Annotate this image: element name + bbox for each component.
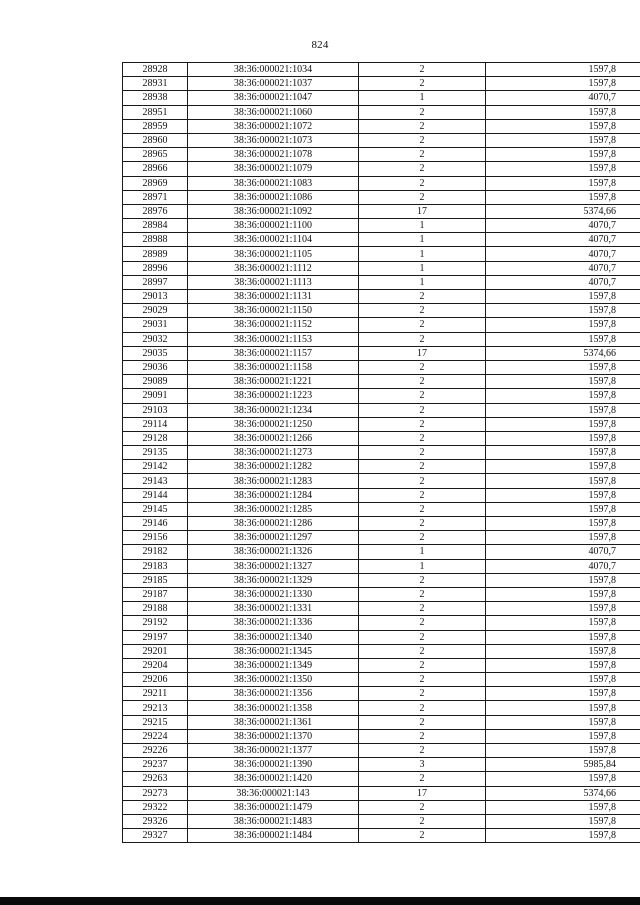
value-cell: 1597,8 [486,403,640,417]
table-row [123,119,640,133]
table-row [123,545,640,559]
value-cell: 1597,8 [486,644,640,658]
value-cell: 5374,66 [486,786,640,800]
row-number-cell: 28966 [123,162,188,176]
count-cell: 3 [359,758,486,772]
table-row [123,91,640,105]
table-row [123,417,640,431]
row-number-cell: 28938 [123,91,188,105]
table-row [123,460,640,474]
value-cell: 1597,8 [486,389,640,403]
table-row [123,673,640,687]
row-number-cell: 29089 [123,375,188,389]
table-row [123,403,640,417]
count-cell: 2 [359,389,486,403]
value-cell: 1597,8 [486,517,640,531]
cadastral-number-cell: 38:36:000021:1086 [188,190,359,204]
table-row [123,814,640,828]
row-number-cell: 29211 [123,687,188,701]
value-cell: 1597,8 [486,162,640,176]
value-cell: 1597,8 [486,417,640,431]
row-number-cell: 28969 [123,176,188,190]
count-cell: 2 [359,460,486,474]
cadastral-number-cell: 38:36:000021:1079 [188,162,359,176]
cadastral-number-cell: 38:36:000021:1390 [188,758,359,772]
table-row [123,63,640,77]
count-cell: 2 [359,602,486,616]
cadastral-number-cell: 38:36:000021:1286 [188,517,359,531]
table-row [123,304,640,318]
count-cell: 2 [359,318,486,332]
value-cell: 1597,8 [486,446,640,460]
table-row [123,261,640,275]
count-cell: 17 [359,346,486,360]
count-cell: 2 [359,63,486,77]
value-cell: 1597,8 [486,587,640,601]
row-number-cell: 29215 [123,715,188,729]
value-cell: 1597,8 [486,290,640,304]
value-cell: 1597,8 [486,488,640,502]
count-cell: 2 [359,616,486,630]
cadastral-number-cell: 38:36:000021:1157 [188,346,359,360]
cadastral-number-cell: 38:36:000021:1350 [188,673,359,687]
count-cell: 2 [359,772,486,786]
count-cell: 1 [359,275,486,289]
value-cell: 1597,8 [486,531,640,545]
count-cell: 2 [359,573,486,587]
count-cell: 2 [359,375,486,389]
table-row [123,360,640,374]
count-cell: 2 [359,446,486,460]
value-cell: 1597,8 [486,602,640,616]
value-cell: 5985,84 [486,758,640,772]
value-cell: 1597,8 [486,176,640,190]
cadastral-number-cell: 38:36:000021:1484 [188,829,359,843]
row-number-cell: 29273 [123,786,188,800]
count-cell: 2 [359,673,486,687]
row-number-cell: 29146 [123,517,188,531]
cadastral-number-cell: 38:36:000021:1113 [188,275,359,289]
page-number: 824 [311,39,329,51]
row-number-cell: 29192 [123,616,188,630]
table-row [123,474,640,488]
table-row [123,772,640,786]
count-cell: 2 [359,829,486,843]
row-number-cell: 29226 [123,744,188,758]
row-number-cell: 29114 [123,417,188,431]
value-cell: 4070,7 [486,219,640,233]
count-cell: 2 [359,814,486,828]
row-number-cell: 28965 [123,148,188,162]
row-number-cell: 29103 [123,403,188,417]
count-cell: 2 [359,332,486,346]
cadastral-number-cell: 38:36:000021:1234 [188,403,359,417]
cadastral-number-cell: 38:36:000021:1370 [188,729,359,743]
value-cell: 1597,8 [486,133,640,147]
row-number-cell: 29183 [123,559,188,573]
row-number-cell: 29135 [123,446,188,460]
table-row [123,375,640,389]
table-row [123,332,640,346]
cadastral-number-cell: 38:36:000021:1361 [188,715,359,729]
row-number-cell: 29327 [123,829,188,843]
count-cell: 2 [359,800,486,814]
row-number-cell: 29263 [123,772,188,786]
cadastral-number-cell: 38:36:000021:1356 [188,687,359,701]
row-number-cell: 29091 [123,389,188,403]
table-row [123,105,640,119]
count-cell: 2 [359,360,486,374]
value-cell: 1597,8 [486,119,640,133]
value-cell: 1597,8 [486,814,640,828]
registry-table [122,62,640,843]
row-number-cell: 29013 [123,290,188,304]
table-row [123,559,640,573]
row-number-cell: 29188 [123,602,188,616]
row-number-cell: 28996 [123,261,188,275]
count-cell: 2 [359,587,486,601]
value-cell: 1597,8 [486,431,640,445]
count-cell: 2 [359,729,486,743]
value-cell: 5374,66 [486,204,640,218]
count-cell: 2 [359,162,486,176]
count-cell: 2 [359,744,486,758]
count-cell: 17 [359,204,486,218]
cadastral-number-cell: 38:36:000021:1250 [188,417,359,431]
table-row [123,77,640,91]
value-cell: 1597,8 [486,616,640,630]
count-cell: 2 [359,687,486,701]
count-cell: 1 [359,261,486,275]
row-number-cell: 29213 [123,701,188,715]
row-number-cell: 28928 [123,63,188,77]
table-row [123,233,640,247]
table-row [123,573,640,587]
table-row [123,389,640,403]
count-cell: 2 [359,488,486,502]
table-row [123,346,640,360]
row-number-cell: 29035 [123,346,188,360]
value-cell: 4070,7 [486,545,640,559]
value-cell: 1597,8 [486,460,640,474]
table-row [123,715,640,729]
count-cell: 1 [359,545,486,559]
row-number-cell: 29143 [123,474,188,488]
cadastral-number-cell: 38:36:000021:1479 [188,800,359,814]
table-row [123,148,640,162]
value-cell: 4070,7 [486,91,640,105]
cadastral-number-cell: 38:36:000021:1340 [188,630,359,644]
value-cell: 4070,7 [486,233,640,247]
count-cell: 2 [359,403,486,417]
value-cell: 1597,8 [486,729,640,743]
row-number-cell: 29201 [123,644,188,658]
count-cell: 2 [359,176,486,190]
cadastral-number-cell: 38:36:000021:1331 [188,602,359,616]
cadastral-number-cell: 38:36:000021:1358 [188,701,359,715]
row-number-cell: 29326 [123,814,188,828]
count-cell: 2 [359,531,486,545]
value-cell: 4070,7 [486,247,640,261]
cadastral-number-cell: 38:36:000021:1037 [188,77,359,91]
scan-bottom-edge [0,897,640,905]
cadastral-number-cell: 38:36:000021:1284 [188,488,359,502]
row-number-cell: 29036 [123,360,188,374]
table-row [123,758,640,772]
row-number-cell: 28984 [123,219,188,233]
count-cell: 1 [359,559,486,573]
row-number-cell: 29144 [123,488,188,502]
table-row [123,190,640,204]
row-number-cell: 29145 [123,502,188,516]
count-cell: 2 [359,417,486,431]
table-row [123,275,640,289]
row-number-cell: 29187 [123,587,188,601]
cadastral-number-cell: 38:36:000021:1221 [188,375,359,389]
table-row [123,602,640,616]
row-number-cell: 28931 [123,77,188,91]
count-cell: 2 [359,77,486,91]
table-row [123,829,640,843]
table-row [123,488,640,502]
cadastral-number-cell: 38:36:000021:1083 [188,176,359,190]
row-number-cell: 28971 [123,190,188,204]
cadastral-number-cell: 38:36:000021:1327 [188,559,359,573]
cadastral-number-cell: 38:36:000021:1158 [188,360,359,374]
cadastral-number-cell: 38:36:000021:1266 [188,431,359,445]
table-row [123,219,640,233]
value-cell: 1597,8 [486,148,640,162]
cadastral-number-cell: 38:36:000021:1273 [188,446,359,460]
count-cell: 2 [359,715,486,729]
value-cell: 1597,8 [486,772,640,786]
cadastral-number-cell: 38:36:000021:1483 [188,814,359,828]
row-number-cell: 29185 [123,573,188,587]
value-cell: 4070,7 [486,261,640,275]
table-row [123,290,640,304]
count-cell: 1 [359,219,486,233]
value-cell: 1597,8 [486,63,640,77]
value-cell: 1597,8 [486,105,640,119]
cadastral-number-cell: 38:36:000021:1330 [188,587,359,601]
row-number-cell: 29197 [123,630,188,644]
value-cell: 1597,8 [486,744,640,758]
table-row [123,744,640,758]
row-number-cell: 28976 [123,204,188,218]
cadastral-number-cell: 38:36:000021:1034 [188,63,359,77]
value-cell: 4070,7 [486,275,640,289]
row-number-cell: 29142 [123,460,188,474]
count-cell: 2 [359,190,486,204]
cadastral-number-cell: 38:36:000021:1345 [188,644,359,658]
cadastral-number-cell: 38:36:000021:1078 [188,148,359,162]
cadastral-number-cell: 38:36:000021:1073 [188,133,359,147]
table-row [123,431,640,445]
cadastral-number-cell: 38:36:000021:1153 [188,332,359,346]
value-cell: 1597,8 [486,304,640,318]
table-row [123,587,640,601]
count-cell: 1 [359,91,486,105]
row-number-cell: 29322 [123,800,188,814]
value-cell: 1597,8 [486,673,640,687]
cadastral-number-cell: 38:36:000021:1072 [188,119,359,133]
cadastral-number-cell: 38:36:000021:1336 [188,616,359,630]
count-cell: 2 [359,701,486,715]
value-cell: 1597,8 [486,360,640,374]
count-cell: 2 [359,304,486,318]
cadastral-number-cell: 38:36:000021:143 [188,786,359,800]
cadastral-number-cell: 38:36:000021:1150 [188,304,359,318]
row-number-cell: 29031 [123,318,188,332]
count-cell: 2 [359,502,486,516]
value-cell: 1597,8 [486,715,640,729]
value-cell: 1597,8 [486,332,640,346]
count-cell: 2 [359,644,486,658]
count-cell: 17 [359,786,486,800]
count-cell: 2 [359,148,486,162]
cadastral-number-cell: 38:36:000021:1047 [188,91,359,105]
count-cell: 2 [359,133,486,147]
cadastral-number-cell: 38:36:000021:1152 [188,318,359,332]
table-row [123,318,640,332]
row-number-cell: 28959 [123,119,188,133]
cadastral-number-cell: 38:36:000021:1100 [188,219,359,233]
cadastral-number-cell: 38:36:000021:1326 [188,545,359,559]
value-cell: 1597,8 [486,829,640,843]
table-row [123,786,640,800]
table-row [123,531,640,545]
row-number-cell: 28997 [123,275,188,289]
cadastral-number-cell: 38:36:000021:1297 [188,531,359,545]
count-cell: 2 [359,658,486,672]
table-row [123,446,640,460]
row-number-cell: 28960 [123,133,188,147]
count-cell: 2 [359,517,486,531]
table-row [123,204,640,218]
row-number-cell: 29029 [123,304,188,318]
count-cell: 2 [359,474,486,488]
cadastral-number-cell: 38:36:000021:1223 [188,389,359,403]
table-row [123,800,640,814]
cadastral-number-cell: 38:36:000021:1112 [188,261,359,275]
value-cell: 1597,8 [486,701,640,715]
table-row [123,729,640,743]
row-number-cell: 29206 [123,673,188,687]
cadastral-number-cell: 38:36:000021:1283 [188,474,359,488]
count-cell: 1 [359,247,486,261]
table-row [123,247,640,261]
cadastral-number-cell: 38:36:000021:1131 [188,290,359,304]
table-row [123,701,640,715]
table-row [123,502,640,516]
cadastral-number-cell: 38:36:000021:1420 [188,772,359,786]
count-cell: 2 [359,630,486,644]
cadastral-number-cell: 38:36:000021:1104 [188,233,359,247]
value-cell: 1597,8 [486,190,640,204]
value-cell: 1597,8 [486,77,640,91]
row-number-cell: 29237 [123,758,188,772]
cadastral-number-cell: 38:36:000021:1092 [188,204,359,218]
cadastral-number-cell: 38:36:000021:1377 [188,744,359,758]
cadastral-number-cell: 38:36:000021:1060 [188,105,359,119]
table-row [123,644,640,658]
row-number-cell: 28988 [123,233,188,247]
value-cell: 4070,7 [486,559,640,573]
value-cell: 1597,8 [486,658,640,672]
count-cell: 2 [359,119,486,133]
row-number-cell: 29032 [123,332,188,346]
value-cell: 5374,66 [486,346,640,360]
count-cell: 2 [359,290,486,304]
row-number-cell: 29224 [123,729,188,743]
value-cell: 1597,8 [486,573,640,587]
cadastral-number-cell: 38:36:000021:1349 [188,658,359,672]
row-number-cell: 29182 [123,545,188,559]
row-number-cell: 29128 [123,431,188,445]
value-cell: 1597,8 [486,375,640,389]
table-row [123,162,640,176]
value-cell: 1597,8 [486,318,640,332]
value-cell: 1597,8 [486,630,640,644]
table-row [123,687,640,701]
table-row [123,517,640,531]
count-cell: 2 [359,431,486,445]
row-number-cell: 28951 [123,105,188,119]
cadastral-number-cell: 38:36:000021:1285 [188,502,359,516]
value-cell: 1597,8 [486,502,640,516]
row-number-cell: 29156 [123,531,188,545]
value-cell: 1597,8 [486,800,640,814]
table-row [123,658,640,672]
table-row [123,133,640,147]
cadastral-number-cell: 38:36:000021:1329 [188,573,359,587]
row-number-cell: 29204 [123,658,188,672]
row-number-cell: 28989 [123,247,188,261]
table-row [123,176,640,190]
count-cell: 2 [359,105,486,119]
count-cell: 1 [359,233,486,247]
value-cell: 1597,8 [486,687,640,701]
cadastral-number-cell: 38:36:000021:1282 [188,460,359,474]
cadastral-number-cell: 38:36:000021:1105 [188,247,359,261]
table-body [123,63,640,843]
table-row [123,616,640,630]
value-cell: 1597,8 [486,474,640,488]
table-row [123,630,640,644]
